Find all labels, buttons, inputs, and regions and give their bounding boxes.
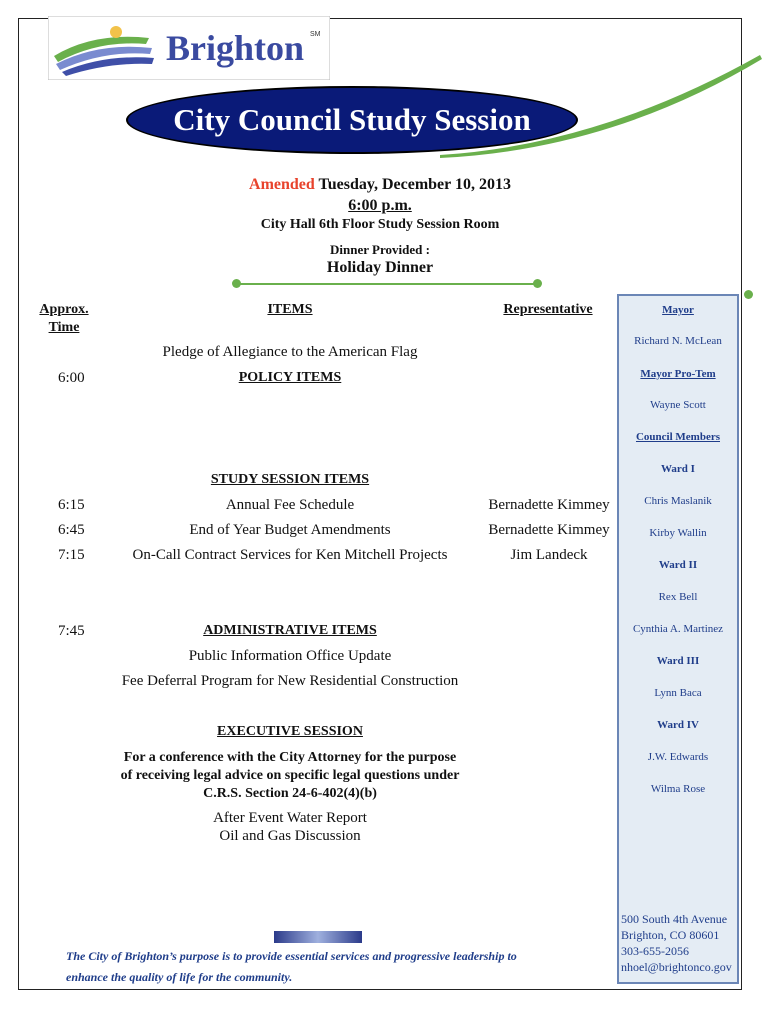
study-row-2-rep: Bernadette Kimmey	[488, 522, 610, 538]
purpose-line-1: The City of Brighton’s purpose is to provide essential services and progressive leadership to	[66, 949, 517, 963]
protem-label: Mayor Pro-Tem	[640, 368, 716, 380]
amended-label: Amended	[249, 176, 315, 193]
meeting-time: 6:00 p.m.	[348, 197, 412, 214]
study-row-1-rep: Bernadette Kimmey	[488, 497, 610, 513]
address-line-1: 500 South 4th Avenue	[621, 912, 728, 926]
policy-time: 6:00	[58, 370, 85, 386]
ward-3-member-1: Lynn Baca	[654, 687, 702, 699]
admin-item-2: Fee Deferral Program for New Residential Construction	[121, 673, 459, 689]
pledge-item: Pledge of Allegiance to the American Flag	[162, 344, 418, 360]
admin-item-1: Public Information Office Update	[188, 648, 392, 664]
after-item-1: After Event Water Report	[213, 810, 367, 826]
council-members-label: Council Members	[635, 431, 720, 443]
column-time-line2: Time	[48, 320, 80, 335]
ward-4-member-2: Wilma Rose	[650, 783, 706, 795]
column-items: ITEMS	[267, 302, 313, 317]
executive-line-1: For a conference with the City Attorney for the purpose	[123, 750, 457, 765]
address-line-2: Brighton, CO 80601	[621, 928, 720, 942]
meeting-date: Tuesday, December 10, 2013	[318, 176, 511, 193]
column-representative: Representative	[503, 302, 593, 317]
city-address	[619, 911, 743, 975]
study-row-3-rep: Jim Landeck	[510, 547, 588, 563]
sidebar-dot	[744, 290, 753, 299]
column-time-line1: Approx.	[39, 302, 89, 317]
study-row-1-time: 6:15	[58, 497, 85, 513]
dinner-label: Dinner Provided :	[330, 242, 430, 257]
study-row-3-item: On-Call Contract Services for Ken Mitchell Projects	[132, 547, 448, 563]
ward-2-label: Ward II	[658, 559, 698, 571]
admin-time: 7:45	[58, 623, 85, 639]
council-sidebar	[617, 294, 739, 984]
study-session-heading: STUDY SESSION ITEMS	[210, 472, 370, 487]
mayor-label: Mayor	[662, 304, 694, 316]
brighton-logo-mark	[48, 16, 330, 80]
protem-name: Wayne Scott	[650, 399, 706, 411]
executive-session-heading: EXECUTIVE SESSION	[217, 724, 363, 739]
executive-line-2: of receiving legal advice on specific legal questions under	[120, 768, 460, 783]
after-item-2: Oil and Gas Discussion	[219, 828, 361, 844]
mayor-name: Richard N. McLean	[634, 335, 722, 347]
study-row-1-item: Annual Fee Schedule	[225, 497, 355, 513]
meeting-location: City Hall 6th Floor Study Session Room	[260, 217, 500, 232]
ward-1-member-2: Kirby Wallin	[649, 527, 707, 539]
admin-items-heading: ADMINISTRATIVE ITEMS	[203, 623, 377, 638]
dinner-title: Holiday Dinner	[326, 259, 434, 276]
ward-1-member-1: Chris Maslanik	[644, 495, 712, 507]
ward-4-member-1: J.W. Edwards	[647, 751, 709, 763]
ward-2-member-1: Rex Bell	[658, 591, 698, 603]
city-purpose-statement	[66, 946, 566, 988]
address-phone: 303-655-2056	[621, 944, 689, 958]
policy-items-heading: POLICY ITEMS	[238, 370, 342, 385]
study-row-2-item: End of Year Budget Amendments	[189, 522, 391, 538]
brighton-logo	[48, 16, 330, 80]
ward-1-label: Ward I	[661, 463, 695, 475]
address-email[interactable]: nhoel@brightonco.gov	[621, 960, 732, 974]
meeting-date-line	[170, 176, 590, 194]
divider-line	[240, 283, 536, 285]
study-row-2-time: 6:45	[58, 522, 85, 538]
executive-line-3: C.R.S. Section 24-6-402(4)(b)	[203, 786, 377, 801]
study-row-3-time: 7:15	[58, 547, 85, 563]
divider-dot-right	[533, 279, 542, 288]
ward-3-label: Ward III	[656, 655, 700, 667]
purpose-line-2: enhance the quality of life for the community.	[66, 970, 293, 984]
ward-4-label: Ward IV	[657, 719, 699, 731]
svg-text:SM: SM	[310, 31, 321, 38]
svg-text:Brighton: Brighton	[166, 28, 305, 68]
page-title: City Council Study Session	[126, 86, 578, 154]
ward-2-member-2: Cynthia A. Martinez	[632, 623, 724, 635]
decorative-bar-image	[274, 931, 362, 943]
